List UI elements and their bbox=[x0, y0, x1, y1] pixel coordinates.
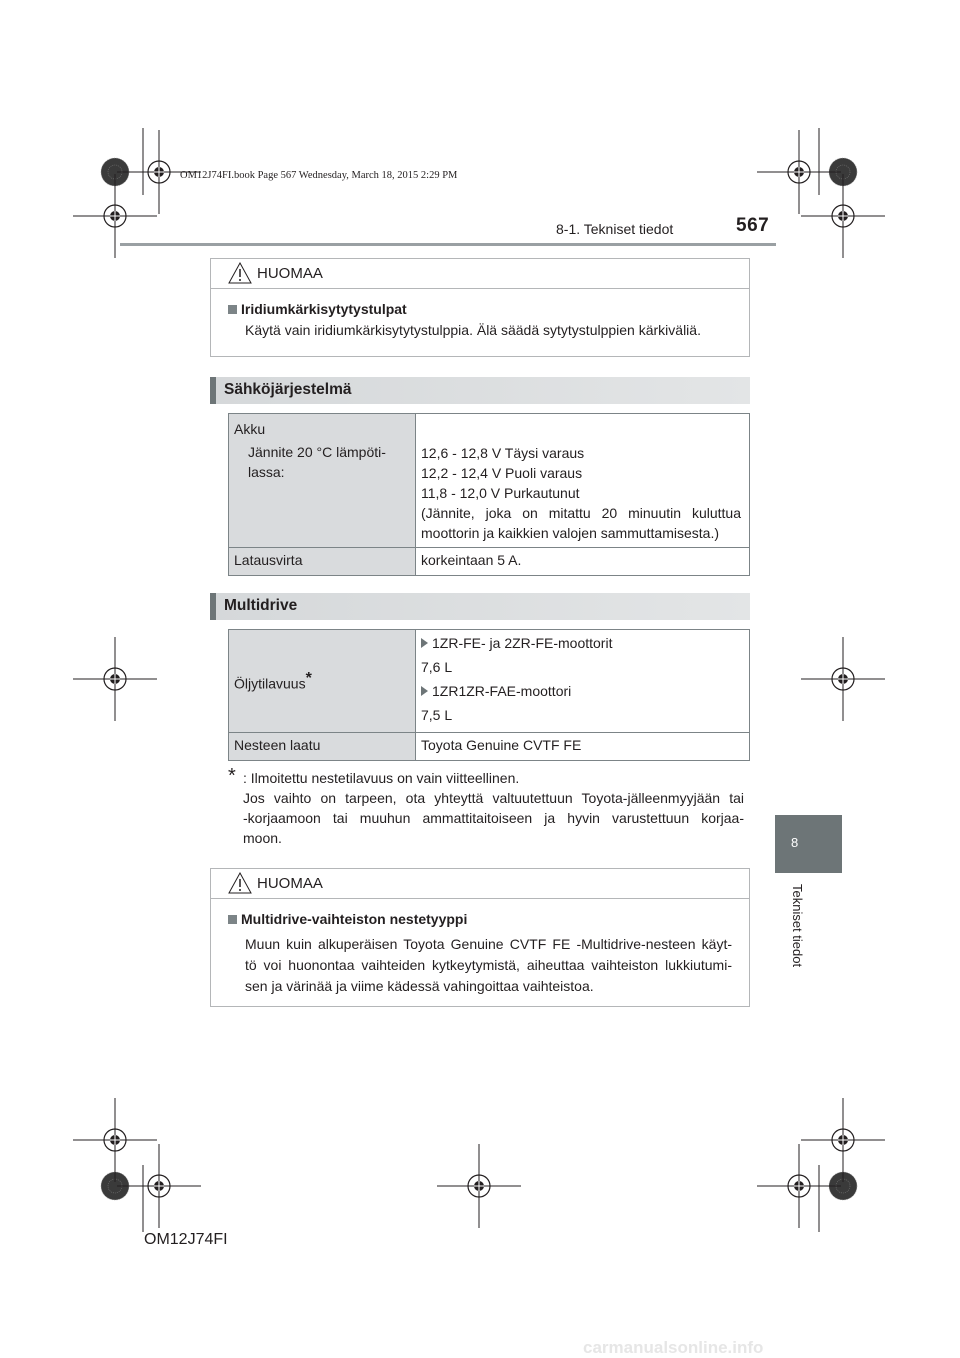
notice-heading: HUOMAA bbox=[257, 265, 323, 282]
header-rule bbox=[120, 243, 776, 246]
notice-subtitle: Multidrive-vaihteiston nestetyyppi bbox=[228, 909, 732, 930]
table-row bbox=[229, 630, 750, 733]
capacity-value-cell bbox=[416, 630, 750, 733]
watermark: carmanualsonline.info bbox=[583, 1338, 764, 1357]
footnote bbox=[228, 765, 744, 848]
engine-1: 1ZR-FE- ja 2ZR-FE-moottorit bbox=[421, 633, 744, 653]
section-title: 8-1. Tekniset tiedot bbox=[556, 221, 674, 237]
section-heading: Sähköjärjestelmä bbox=[224, 381, 352, 398]
warning-icon bbox=[228, 872, 252, 894]
engine-1-value: 7,6 L bbox=[421, 659, 453, 675]
charging-value: korkeintaan 5 A. bbox=[416, 548, 750, 576]
notice-text: Muun kuin alkuperäisen Toyota Genuine CVTF FE -Multidrive-nesteen käyt- tö voi huonontaa vaihteiden kytkeytymistä, aiheuttaa vaihteiston lukkiutumi- sen ja värinää ja viime kädessä vahingoittaa vaihteistoa. bbox=[245, 936, 732, 994]
page-number: 567 bbox=[736, 215, 770, 236]
voltage-note-2: moottorin ja kaikkien valojen sammuttamisesta.) bbox=[421, 525, 720, 541]
table-row bbox=[229, 733, 750, 761]
triangle-bullet-icon bbox=[421, 638, 428, 648]
table-label-cell bbox=[229, 414, 416, 548]
table-row bbox=[229, 414, 750, 548]
notice-header bbox=[211, 869, 749, 899]
triangle-bullet-icon bbox=[421, 686, 428, 696]
notice-box-multidrive-fluid bbox=[210, 868, 750, 1007]
footnote-body: Jos vaihto on tarpeen, ota yhteyttä valtuutettuun Toyota-jälleenmyyjään tai -korjaamoon tai muuhun ammattitaitoiseen ja hyvin varustettuun korjaa- moon. bbox=[243, 790, 744, 846]
table-row bbox=[229, 548, 750, 576]
section-band-electrical bbox=[210, 377, 750, 404]
table-value-cell bbox=[416, 414, 750, 548]
footnote-star: * bbox=[228, 765, 236, 787]
voltage-value-full: 12,6 - 12,8 V Täysi varaus bbox=[421, 445, 585, 461]
notice-text: Käytä vain iridiumkärkisytytystulppia. Älä säädä sytytystulppien kärkiväliä. bbox=[245, 322, 701, 338]
electrical-spec-table bbox=[228, 413, 750, 576]
battery-label: Akku bbox=[234, 421, 266, 437]
section-band-multidrive bbox=[210, 593, 750, 620]
manual-code: OM12J74FI bbox=[144, 1231, 228, 1248]
chapter-tab bbox=[775, 815, 842, 873]
voltage-label: Jännite 20 °C lämpöti- lassa: bbox=[248, 444, 386, 480]
notice-subtitle: Iridiumkärkisytytystulpat bbox=[228, 299, 732, 320]
notice-box-spark-plugs bbox=[210, 258, 750, 357]
warning-icon bbox=[228, 262, 252, 284]
footnote-mark: * bbox=[305, 670, 312, 688]
chapter-label: Tekniset tiedot bbox=[790, 884, 805, 968]
voltage-value-discharged: 11,8 - 12,0 V Purkautunut bbox=[421, 485, 580, 501]
book-info-line: OM12J74FI.book Page 567 Wednesday, March 18, 2015 2:29 PM bbox=[180, 170, 458, 181]
capacity-label-cell bbox=[229, 630, 416, 733]
notice-header bbox=[211, 259, 749, 289]
capacity-label: Öljytilavuus bbox=[234, 675, 306, 692]
fluid-value: Toyota Genuine CVTF FE bbox=[416, 733, 750, 761]
notice-heading: HUOMAA bbox=[257, 875, 323, 892]
chapter-number: 8 bbox=[791, 835, 799, 850]
engine-2: 1ZR1ZR-FAE-moottori bbox=[421, 681, 744, 701]
square-bullet-icon bbox=[228, 305, 237, 314]
section-heading: Multidrive bbox=[224, 597, 298, 614]
charging-label: Latausvirta bbox=[229, 548, 416, 576]
footnote-line-1: : Ilmoitettu nestetilavuus on vain viitteellinen. bbox=[243, 770, 520, 786]
voltage-note: (Jännite, joka on mitattu 20 minuutin kuluttua bbox=[421, 505, 741, 521]
engine-2-value: 7,5 L bbox=[421, 707, 453, 723]
fluid-label: Nesteen laatu bbox=[229, 733, 416, 761]
voltage-value-half: 12,2 - 12,4 V Puoli varaus bbox=[421, 465, 583, 481]
multidrive-spec-table bbox=[228, 629, 750, 761]
square-bullet-icon bbox=[228, 915, 237, 924]
